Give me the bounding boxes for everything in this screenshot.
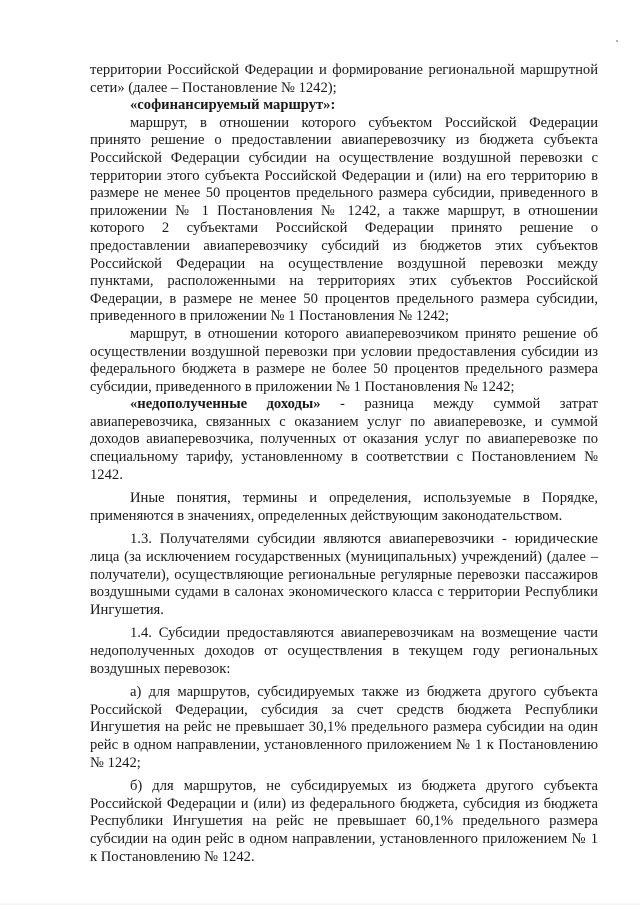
term-label: «недополученные доходы» — [130, 396, 321, 413]
paragraph-clause-b: б) для маршрутов, не субсидируемых из бюджета другого субъекта Российской Федерации и (или) из федерального бюджета, субсидия из бюджета Республики Ингушетия на рейс не превышает 60,1% предельного размера субсидии на один рейс в одном направлении, установленного приложением № 1 к Постановлению № 1242. — [90, 778, 598, 865]
document-page — [90, 62, 598, 866]
paragraph-clause-1-3: 1.3. Получателями субсидии являются авиаперевозчики - юридические лица (за исключением государственных (муниципальных) учреждений) (далее – получатели), осуществляющие региональные регулярные перевозки пассажиров воздушными судами в салонах экономического класса с территории Республики Ингушетия. — [90, 531, 598, 618]
paragraph-lost-income-definition — [90, 396, 598, 484]
term-heading-cofinanced-route — [90, 97, 598, 115]
paragraph-other-terms: Иные понятия, термины и определения, используемые в Порядке, применяются в значениях, определенных действующим законодательством. — [90, 490, 598, 524]
paragraph-route-definition-2: маршрут, в отношении которого авиаперевозчиком принято решение об осуществлении воздушной перевозки при условии предоставления субсидии из федерального бюджета в размере не более 50 процентов предельного размера субсидии, приведенного в приложении № 1 Постановления № 1242; — [90, 325, 598, 395]
paragraph-clause-a: а) для маршрутов, субсидируемых также из бюджета другого субъекта Российской Федерации, субсидия за счет средств бюджета Республики Ингушетия на рейс не превышает 30,1% предельного размера субсидии на один рейс в одном направлении, установленного приложением № 1 к Постановлению № 1242; — [90, 684, 598, 771]
paragraph-clause-1-4: 1.4. Субсидии предоставляются авиаперевозчикам на возмещение части недополученных доходов от осуществления в текущем году региональных воздушных перевозок: — [90, 625, 598, 677]
term-definition-text: - разница между суммой затрат авиаперевозчика, связанных с оказанием услуг по авиаперевозке, и суммой доходов авиаперевозчика, полученных от оказания услуг по авиаперевозке по специальному тарифу, установленному в соответствии с Постановлением № 1242. — [90, 396, 598, 483]
scan-speck — [616, 40, 618, 42]
paragraph-route-definition-1: маршрут, в отношении которого субъектом Российской Федерации принято решение о предоставлении авиаперевозчику из бюджета субъекта Российской Федерации субсидии на осуществление воздушной перевозки с территории этого субъекта Российской Федерации и (или) на его территорию в размере не менее 50 процентов предельного размера субсидии, приведенного в приложении № 1 Постановления № 1242, а также маршрут, в отношении которого 2 субъектами Российской Федерации принято решение о предоставлении авиаперевозчику субсидий из бюджетов этих субъектов Российской Федерации на осуществление воздушной перевозки между пунктами, расположенными на территориях этих субъектов Российской Федерации, в размере не менее 50 процентов предельного размера субсидии, приведенного в приложении № 1 Постановления № 1242; — [90, 114, 598, 325]
term-label: «софинансируемый маршрут»: — [130, 97, 336, 114]
paragraph-continuation: территории Российской Федерации и формирование региональной маршрутной сети» (далее – Постановление № 1242); — [90, 62, 598, 96]
